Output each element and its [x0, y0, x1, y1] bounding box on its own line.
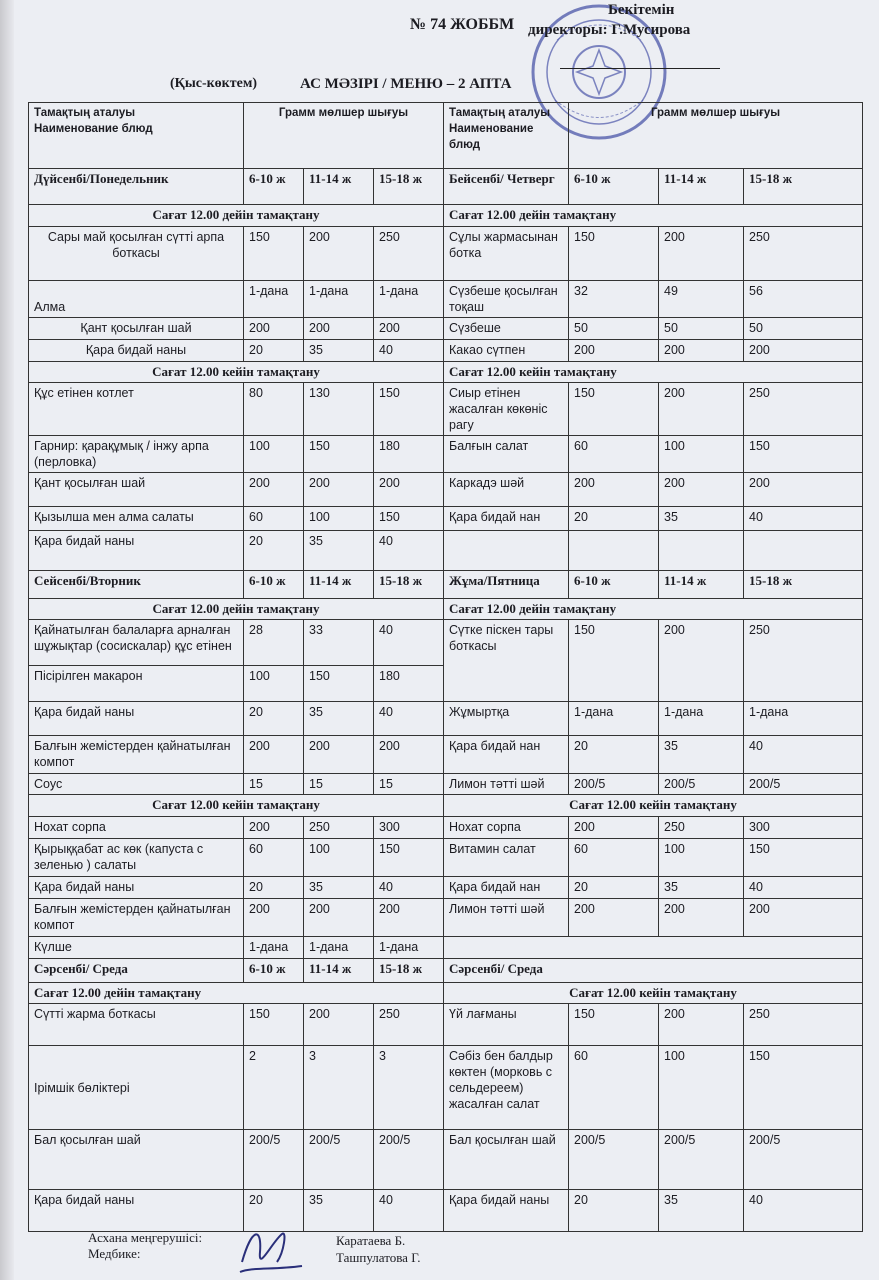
grams: 200	[744, 340, 863, 362]
table-row	[29, 340, 863, 362]
day-label: Жұма/Пятница	[444, 571, 569, 599]
grams: 35	[659, 1190, 744, 1232]
grams: 200	[374, 318, 444, 340]
dish-name: Какао сүтпен	[444, 340, 569, 362]
dish-name: Сұлы жармасынан ботка	[444, 227, 569, 281]
section-title: Сағат 12.00 кейін тамақтану	[444, 362, 863, 383]
dish-name: Нохат сорпа	[29, 817, 244, 839]
grams: 20	[244, 702, 304, 736]
dish-name: Қара бидай наны	[29, 1190, 244, 1232]
dish-name: Сүтке піскен тары боткасы	[444, 620, 569, 702]
grams: 60	[244, 507, 304, 531]
table-row	[29, 281, 863, 318]
grams: 200/5	[744, 774, 863, 795]
grams: 60	[569, 1046, 659, 1130]
dish-name: Сүзбеше	[444, 318, 569, 340]
grams: 200	[659, 227, 744, 281]
dish-name: Соус	[29, 774, 244, 795]
table-row	[29, 1004, 863, 1046]
age-label: 6-10 ж	[569, 571, 659, 599]
grams: 15	[244, 774, 304, 795]
empty-cell	[444, 531, 569, 571]
age-label: 6-10 ж	[569, 169, 659, 205]
section-title: Сағат 12.00 дейін тамақтану	[29, 983, 444, 1004]
grams: 200	[244, 318, 304, 340]
grams: 200	[304, 473, 374, 507]
grams: 200/5	[744, 1130, 863, 1190]
grams: 200/5	[659, 774, 744, 795]
age-label: 15-18 ж	[744, 571, 863, 599]
grams: 20	[569, 877, 659, 899]
grams: 3	[304, 1046, 374, 1130]
signature-line	[560, 68, 720, 69]
grams: 180	[374, 666, 444, 702]
grams: 150	[569, 1004, 659, 1046]
table-row	[29, 736, 863, 774]
grams: 300	[374, 817, 444, 839]
grams: 200	[374, 899, 444, 937]
grams: 50	[659, 318, 744, 340]
table-row	[29, 620, 863, 666]
grams: 100	[659, 436, 744, 473]
grams: 35	[659, 736, 744, 774]
dish-name: Гарнир: қарақұмық / інжу арпа (перловка)	[29, 436, 244, 473]
dish-name: Қара бидай нан	[444, 507, 569, 531]
grams: 35	[304, 531, 374, 571]
dish-name: Сүзбеше қосылған тоқаш	[444, 281, 569, 318]
grams: 200	[304, 318, 374, 340]
dish-name: Үй лағманы	[444, 1004, 569, 1046]
table-row	[29, 817, 863, 839]
grams: 1-дана	[659, 702, 744, 736]
age-label: 6-10 ж	[244, 571, 304, 599]
grams: 250	[744, 620, 863, 702]
grams: 20	[244, 531, 304, 571]
dish-name: Балғын салат	[444, 436, 569, 473]
grams: 15	[304, 774, 374, 795]
grams: 200	[659, 899, 744, 937]
grams: 40	[374, 531, 444, 571]
table-row	[29, 436, 863, 473]
day-label: Сәрсенбі/ Среда	[29, 959, 244, 983]
grams: 200	[569, 899, 659, 937]
grams: 60	[244, 839, 304, 877]
dish-name: Бал қосылған шай	[444, 1130, 569, 1190]
grams: 15	[374, 774, 444, 795]
dish-name: Бал қосылған шай	[29, 1130, 244, 1190]
empty-cell	[659, 531, 744, 571]
day-label: Сәрсенбі/ Среда	[444, 959, 863, 983]
table-row	[29, 473, 863, 507]
grams: 250	[374, 227, 444, 281]
footer-roles	[88, 1230, 202, 1262]
grams: 150	[569, 620, 659, 702]
age-label: 11-14 ж	[659, 169, 744, 205]
dish-name: Қара бидай нан	[444, 877, 569, 899]
grams: 150	[374, 507, 444, 531]
grams: 200	[244, 899, 304, 937]
section-title: Сағат 12.00 кейін тамақтану	[29, 362, 444, 383]
col-header-gram: Грамм мөлшер шығуы	[244, 103, 444, 169]
grams: 40	[744, 507, 863, 531]
empty-cell	[444, 937, 863, 959]
grams: 250	[744, 383, 863, 436]
dish-name: Нохат сорпа	[444, 817, 569, 839]
name-kitchen-head: Каратаева Б.	[336, 1233, 406, 1248]
section-row	[29, 983, 863, 1004]
grams: 49	[659, 281, 744, 318]
grams: 40	[744, 736, 863, 774]
dish-name: Алма	[29, 281, 244, 318]
day-label: Сейсенбі/Вторник	[29, 571, 244, 599]
dish-name: Жұмыртқа	[444, 702, 569, 736]
grams: 200	[244, 817, 304, 839]
day-row	[29, 959, 863, 983]
dish-name: Қызылша мен алма салаты	[29, 507, 244, 531]
age-label: 11-14 ж	[304, 169, 374, 205]
dish-name: Ірімшік бөліктері	[29, 1046, 244, 1130]
table-row	[29, 1130, 863, 1190]
season-label: (Қыс-көктем)	[170, 76, 258, 91]
grams: 100	[659, 1046, 744, 1130]
grams: 200	[244, 473, 304, 507]
role-nurse: Медбике:	[88, 1246, 141, 1261]
grams: 2	[244, 1046, 304, 1130]
grams: 33	[304, 620, 374, 666]
grams: 20	[569, 736, 659, 774]
grams: 130	[304, 383, 374, 436]
grams: 200	[659, 1004, 744, 1046]
col-header-gram: Грамм мөлшер шығуы	[569, 103, 863, 169]
grams: 200	[569, 340, 659, 362]
grams: 250	[744, 1004, 863, 1046]
grams: 20	[244, 1190, 304, 1232]
grams: 200	[374, 473, 444, 507]
director-line: директоры: Г.Мусирова	[528, 22, 691, 38]
grams: 200	[304, 227, 374, 281]
grams: 150	[244, 1004, 304, 1046]
grams: 35	[304, 877, 374, 899]
dish-name: Күлше	[29, 937, 244, 959]
dish-name: Сәбіз бен балдыр көктен (морковь с сельдереем) жасалған салат	[444, 1046, 569, 1130]
grams: 100	[659, 839, 744, 877]
grams: 200/5	[569, 774, 659, 795]
grams: 180	[374, 436, 444, 473]
footer-names	[336, 1232, 421, 1266]
day-label: Дүйсенбі/Понедельник	[29, 169, 244, 205]
grams: 150	[374, 383, 444, 436]
age-label: 15-18 ж	[374, 959, 444, 983]
age-label: 15-18 ж	[744, 169, 863, 205]
grams: 35	[659, 877, 744, 899]
menu-table	[28, 102, 863, 1232]
dish-name: Витамин салат	[444, 839, 569, 877]
school-number: № 74 ЖОББМ	[410, 16, 515, 33]
grams: 150	[569, 227, 659, 281]
grams: 32	[569, 281, 659, 318]
grams: 40	[374, 877, 444, 899]
dish-name: Лимон тәтті шәй	[444, 774, 569, 795]
dish-name: Қара бидай наны	[29, 702, 244, 736]
grams: 200	[659, 340, 744, 362]
age-label: 6-10 ж	[244, 959, 304, 983]
grams: 35	[659, 507, 744, 531]
section-row	[29, 362, 863, 383]
table-header-row	[29, 103, 863, 169]
grams: 150	[374, 839, 444, 877]
age-label: 6-10 ж	[244, 169, 304, 205]
grams: 200/5	[374, 1130, 444, 1190]
col-header-name: Тамақтың аталуы Наименование блюд	[29, 103, 244, 169]
grams: 1-дана	[244, 281, 304, 318]
section-title: Сағат 12.00 кейін тамақтану	[444, 983, 863, 1004]
grams: 20	[569, 1190, 659, 1232]
section-row	[29, 795, 863, 817]
grams: 100	[304, 507, 374, 531]
table-row	[29, 774, 863, 795]
dish-name: Қырыққабат ас көк (капуста с зеленью ) салаты	[29, 839, 244, 877]
grams: 40	[744, 1190, 863, 1232]
grams: 1-дана	[304, 937, 374, 959]
grams: 200	[244, 736, 304, 774]
grams: 200	[569, 473, 659, 507]
day-row	[29, 571, 863, 599]
grams: 200	[304, 736, 374, 774]
grams: 40	[744, 877, 863, 899]
grams: 40	[374, 620, 444, 666]
table-row	[29, 383, 863, 436]
grams: 35	[304, 1190, 374, 1232]
grams: 60	[569, 839, 659, 877]
section-row	[29, 205, 863, 227]
grams: 200	[659, 383, 744, 436]
table-row	[29, 899, 863, 937]
grams: 200	[744, 473, 863, 507]
dish-name: Каркадэ шәй	[444, 473, 569, 507]
grams: 100	[304, 839, 374, 877]
grams: 200/5	[569, 1130, 659, 1190]
dish-name: Қара бидай наны	[444, 1190, 569, 1232]
dish-name: Қант қосылған шай	[29, 318, 244, 340]
section-title: Сағат 12.00 дейін тамақтану	[29, 205, 444, 227]
age-label: 11-14 ж	[304, 571, 374, 599]
dish-name: Қара бидай наны	[29, 877, 244, 899]
grams: 1-дана	[374, 937, 444, 959]
grams: 150	[304, 436, 374, 473]
grams: 200	[744, 899, 863, 937]
menu-title: АС МӘЗІРІ / МЕНЮ – 2 АПТА	[300, 76, 512, 92]
grams: 1-дана	[304, 281, 374, 318]
grams: 200/5	[244, 1130, 304, 1190]
grams: 20	[244, 877, 304, 899]
dish-name: Балғын жемістерден қайнатылған компот	[29, 899, 244, 937]
grams: 200	[304, 1004, 374, 1046]
age-label: 11-14 ж	[659, 571, 744, 599]
grams: 100	[244, 436, 304, 473]
grams: 300	[744, 817, 863, 839]
grams: 200	[569, 817, 659, 839]
grams: 20	[569, 507, 659, 531]
table-row	[29, 702, 863, 736]
dish-name: Қант қосылған шай	[29, 473, 244, 507]
grams: 200/5	[659, 1130, 744, 1190]
grams: 200	[659, 620, 744, 702]
grams: 150	[744, 839, 863, 877]
name-nurse: Ташпулатова Г.	[336, 1250, 421, 1265]
grams: 40	[374, 702, 444, 736]
grams: 50	[744, 318, 863, 340]
empty-cell	[569, 531, 659, 571]
grams: 3	[374, 1046, 444, 1130]
dish-name: Қайнатылған балаларға арналған шұжықтар (сосискалар) құс етінен	[29, 620, 244, 666]
approval-label: Бекітемін	[608, 2, 675, 18]
grams: 200/5	[304, 1130, 374, 1190]
day-row	[29, 169, 863, 205]
handwritten-signature-icon	[232, 1222, 312, 1280]
grams: 1-дана	[244, 937, 304, 959]
grams: 200	[374, 736, 444, 774]
dish-name: Лимон тәтті шәй	[444, 899, 569, 937]
grams: 150	[569, 383, 659, 436]
day-label: Бейсенбі/ Четверг	[444, 169, 569, 205]
dish-name: Сүтті жарма боткасы	[29, 1004, 244, 1046]
dish-name: Қара бидай нан	[444, 736, 569, 774]
grams: 100	[244, 666, 304, 702]
table-row	[29, 318, 863, 340]
section-title: Сағат 12.00 дейін тамақтану	[444, 599, 863, 620]
dish-name: Балғын жемістерден қайнатылған компот	[29, 736, 244, 774]
grams: 150	[744, 1046, 863, 1130]
role-kitchen-head: Асхана меңгерушісі:	[88, 1230, 203, 1245]
grams: 50	[569, 318, 659, 340]
age-label: 15-18 ж	[374, 571, 444, 599]
grams: 150	[304, 666, 374, 702]
age-label: 15-18 ж	[374, 169, 444, 205]
grams: 250	[659, 817, 744, 839]
table-row	[29, 877, 863, 899]
grams: 80	[244, 383, 304, 436]
dish-name: Құс етінен котлет	[29, 383, 244, 436]
grams: 1-дана	[744, 702, 863, 736]
section-title: Сағат 12.00 дейін тамақтану	[444, 205, 863, 227]
grams: 250	[744, 227, 863, 281]
grams: 20	[244, 340, 304, 362]
dish-name: Сары май қосылған сүтті арпа боткасы	[29, 227, 244, 281]
grams: 250	[374, 1004, 444, 1046]
dish-name: Қара бидай наны	[29, 340, 244, 362]
table-row	[29, 937, 863, 959]
age-label: 11-14 ж	[304, 959, 374, 983]
grams: 40	[374, 340, 444, 362]
grams: 1-дана	[374, 281, 444, 318]
section-title: Сағат 12.00 дейін тамақтану	[29, 599, 444, 620]
section-title: Сағат 12.00 кейін тамақтану	[29, 795, 444, 817]
table-row	[29, 1046, 863, 1130]
section-title: Сағат 12.00 кейін тамақтану	[444, 795, 863, 817]
empty-cell	[744, 531, 863, 571]
table-row	[29, 1190, 863, 1232]
grams: 40	[374, 1190, 444, 1232]
grams: 35	[304, 340, 374, 362]
table-row	[29, 531, 863, 571]
grams: 1-дана	[569, 702, 659, 736]
grams: 150	[244, 227, 304, 281]
grams: 28	[244, 620, 304, 666]
table-row	[29, 507, 863, 531]
section-row	[29, 599, 863, 620]
grams: 250	[304, 817, 374, 839]
grams: 35	[304, 702, 374, 736]
grams: 200	[304, 899, 374, 937]
grams: 60	[569, 436, 659, 473]
table-row	[29, 839, 863, 877]
dish-name: Пісірілген макарон	[29, 666, 244, 702]
dish-name: Сиыр етінен жасалған көкөніс рагу	[444, 383, 569, 436]
dish-name: Қара бидай наны	[29, 531, 244, 571]
col-header-name: Тамақтың аталуы Наименование блюд	[444, 103, 569, 169]
grams: 200	[659, 473, 744, 507]
table-row	[29, 227, 863, 281]
grams: 150	[744, 436, 863, 473]
grams: 56	[744, 281, 863, 318]
